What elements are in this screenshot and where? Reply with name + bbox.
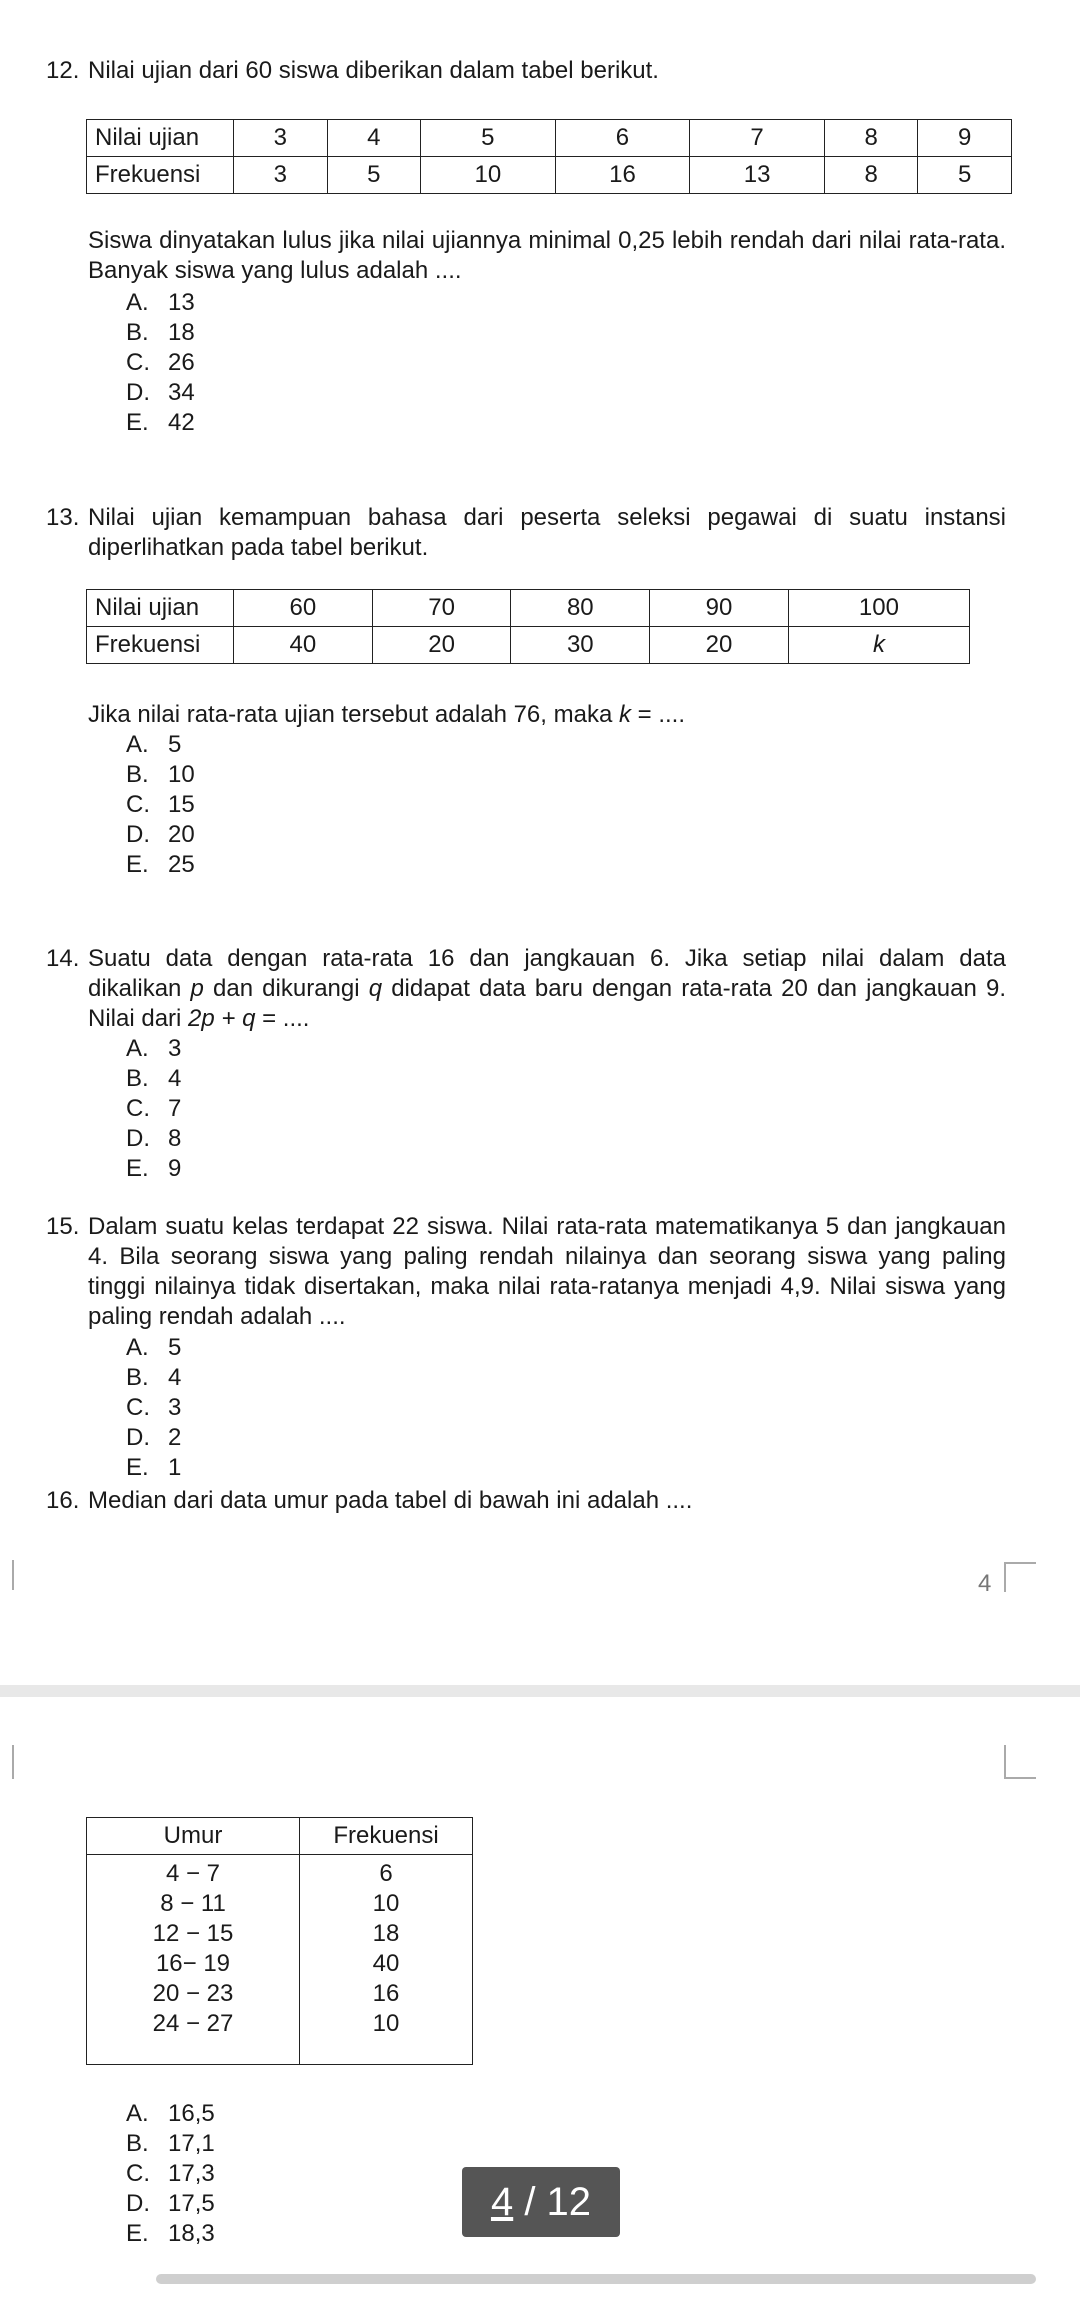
frequency-column	[300, 1855, 473, 2065]
option-d[interactable]	[126, 1124, 181, 1154]
option-text: 1	[168, 1454, 182, 1481]
table-row	[87, 120, 1012, 157]
option-c[interactable]	[126, 2159, 215, 2189]
table-cell: 8	[824, 157, 918, 194]
table-cell: 7	[690, 120, 825, 157]
option-letter: D.	[126, 1424, 150, 1451]
age-frequency-table	[86, 1817, 473, 2065]
option-letter: B.	[126, 2130, 149, 2157]
option-letter: E.	[126, 1454, 149, 1481]
question-12	[46, 56, 1006, 86]
question-text: Nilai ujian dari 60 siswa diberikan dalam tabel berikut.	[88, 57, 659, 84]
option-d[interactable]	[126, 1423, 181, 1453]
variable-p: p	[190, 975, 204, 1002]
table-cell: 6	[555, 120, 690, 157]
frequency-cell: 18	[372, 1920, 400, 1947]
age-cell: 4 − 7	[165, 1860, 221, 1887]
option-e[interactable]	[126, 1453, 181, 1483]
table-cell: 9	[918, 120, 1012, 157]
option-text: 42	[168, 409, 195, 436]
table-cell: 8	[824, 120, 918, 157]
option-e[interactable]	[126, 2219, 215, 2249]
question-12-prompt	[46, 226, 1006, 286]
table-cell: 20	[372, 627, 511, 664]
option-letter: A.	[126, 1334, 149, 1361]
table-cell: 5	[327, 157, 421, 194]
text-segment: Suatu data dengan rata-rata 16 dan jangkauan 6. Jika setiap nilai dalam data dikalikan	[88, 945, 1006, 1002]
option-c[interactable]	[126, 1393, 181, 1423]
option-letter: E.	[126, 851, 149, 878]
question-13-prompt	[46, 700, 1006, 730]
table-cell: 13	[690, 157, 825, 194]
question-13	[46, 503, 1006, 563]
row-label: Frekuensi	[87, 157, 234, 194]
option-c[interactable]	[126, 790, 195, 820]
option-b[interactable]	[126, 2129, 215, 2159]
table-cell: 3	[234, 120, 328, 157]
text-segment: dan dikurangi	[203, 975, 369, 1002]
column-header-age: Umur	[87, 1818, 300, 1855]
option-text: 34	[168, 379, 195, 406]
page-number: 4	[978, 1570, 992, 1597]
question-number: 12.	[46, 57, 80, 84]
frequency-cell: 40	[372, 1950, 400, 1977]
age-cell: 12 − 15	[152, 1920, 234, 1947]
option-b[interactable]	[126, 318, 195, 348]
age-cell: 8 − 11	[160, 1890, 226, 1917]
option-b[interactable]	[126, 760, 195, 790]
option-letter: E.	[126, 2220, 149, 2247]
frequency-cell: 10	[372, 2010, 400, 2037]
table-cell: 60	[234, 590, 373, 627]
options-16	[126, 2099, 215, 2249]
table-cell: 30	[511, 627, 650, 664]
option-text: 9	[168, 1155, 182, 1182]
horizontal-scrollbar[interactable]	[156, 2274, 1036, 2284]
option-text: 2	[168, 1424, 182, 1451]
table-cell: 4	[327, 120, 421, 157]
age-cell: 16− 19	[155, 1950, 231, 1977]
crop-mark	[0, 1560, 14, 1590]
age-column	[87, 1855, 300, 2065]
option-letter: C.	[126, 1095, 150, 1122]
option-d[interactable]	[126, 378, 195, 408]
option-text: 13	[168, 289, 195, 316]
crop-mark	[0, 1745, 14, 1779]
variable-k: k	[618, 701, 631, 728]
options-15	[126, 1333, 181, 1483]
question-14	[46, 944, 1006, 1034]
option-text: 25	[168, 851, 195, 878]
option-text: 17,1	[168, 2130, 215, 2157]
option-text: 5	[168, 1334, 182, 1361]
option-text: 15	[168, 791, 195, 818]
score-frequency-table	[86, 589, 970, 664]
option-text: 3	[168, 1035, 182, 1062]
option-text: 26	[168, 349, 195, 376]
question-text: Siswa dinyatakan lulus jika nilai ujiannya minimal 0,25 lebih rendah dari nilai rata-rata. Banyak siswa yang lulus adalah ....	[88, 227, 1006, 284]
option-a[interactable]	[126, 1333, 181, 1363]
page-indicator[interactable]	[462, 2167, 620, 2237]
question-16	[46, 1486, 1006, 1516]
table-header-row	[87, 1818, 473, 1855]
column-header-frequency: Frekuensi	[300, 1818, 473, 1855]
row-label: Nilai ujian	[87, 120, 234, 157]
options-14	[126, 1034, 181, 1184]
table-body-row	[87, 1855, 473, 2065]
option-letter: E.	[126, 1155, 149, 1182]
expression: 2p + q	[188, 1005, 256, 1032]
table-cell: 3	[234, 157, 328, 194]
question-number: 14.	[46, 945, 80, 972]
option-e[interactable]	[126, 408, 195, 438]
frequency-cell: 6	[379, 1860, 393, 1887]
option-a[interactable]	[126, 2099, 215, 2129]
option-letter: A.	[126, 2100, 149, 2127]
question-number: 16.	[46, 1487, 80, 1514]
option-text: 18	[168, 319, 195, 346]
option-letter: B.	[126, 761, 149, 788]
question-number: 13.	[46, 504, 80, 531]
question-text	[88, 944, 1006, 1034]
row-label: Frekuensi	[87, 627, 234, 664]
option-letter: C.	[126, 349, 150, 376]
option-c[interactable]	[126, 348, 195, 378]
option-d[interactable]	[126, 820, 195, 850]
option-letter: C.	[126, 1394, 150, 1421]
row-label: Nilai ujian	[87, 590, 234, 627]
text-segment: = ....	[255, 1005, 310, 1032]
table-row	[87, 627, 970, 664]
table-cell: 20	[650, 627, 789, 664]
question-15	[46, 1212, 1006, 1332]
question-text: Dalam suatu kelas terdapat 22 siswa. Nilai rata-rata matematikanya 5 dan jangkauan 4. Bila seorang siswa yang paling rendah nilainya dan seorang siswa yang paling tinggi nilainya tidak disertakan, maka nilai rata-ratanya menjadi 4,9. Nilai siswa yang paling rendah adalah ....	[88, 1213, 1006, 1330]
total-pages: 12	[546, 2179, 592, 2224]
option-e[interactable]	[126, 1154, 181, 1184]
crop-mark	[1004, 1562, 1036, 1592]
table-cell: k	[788, 627, 969, 664]
option-text: 10	[168, 761, 195, 788]
table-cell: 5	[421, 120, 556, 157]
question-text	[88, 700, 1006, 730]
prompt-text: Jika nilai rata-rata ujian tersebut adalah 76, maka	[88, 701, 619, 728]
table-cell: 10	[421, 157, 556, 194]
option-letter: A.	[126, 731, 149, 758]
option-letter: B.	[126, 1065, 149, 1092]
option-letter: D.	[126, 379, 150, 406]
option-letter: A.	[126, 289, 149, 316]
options-13	[126, 730, 195, 880]
option-text: 3	[168, 1394, 182, 1421]
option-a[interactable]	[126, 1034, 181, 1064]
option-text: 5	[168, 731, 182, 758]
frequency-cell: 16	[372, 1980, 400, 2007]
text-segment: didapat data baru dengan rata-rata 20 dan jangkauan 9. Nilai dari	[88, 975, 1006, 1032]
table-cell: 80	[511, 590, 650, 627]
option-a[interactable]	[126, 288, 195, 318]
option-text: 7	[168, 1095, 182, 1122]
question-text: Nilai ujian kemampuan bahasa dari peserta seleksi pegawai di suatu instansi diperlihatkan pada tabel berikut.	[88, 504, 1006, 561]
table-cell: 40	[234, 627, 373, 664]
options-12	[126, 288, 195, 438]
table-row	[87, 157, 1012, 194]
option-text: 4	[168, 1364, 182, 1391]
table-cell: 100	[788, 590, 969, 627]
table-cell: 5	[918, 157, 1012, 194]
option-e[interactable]	[126, 850, 195, 880]
option-letter: C.	[126, 2160, 150, 2187]
current-page: 4	[490, 2179, 514, 2224]
option-text: 20	[168, 821, 195, 848]
age-cell: 20 − 23	[152, 1980, 234, 2007]
question-text: Median dari data umur pada tabel di bawah ini adalah ....	[88, 1487, 693, 1514]
table-cell: 70	[372, 590, 511, 627]
option-text: 18,3	[168, 2220, 215, 2247]
option-a[interactable]	[126, 730, 195, 760]
option-letter: B.	[126, 319, 149, 346]
page-separator-text: /	[513, 2179, 547, 2224]
option-letter: D.	[126, 2190, 150, 2217]
option-letter: A.	[126, 1035, 149, 1062]
score-frequency-table	[86, 119, 1012, 194]
option-letter: B.	[126, 1364, 149, 1391]
option-b[interactable]	[126, 1064, 181, 1094]
table-cell: 16	[555, 157, 690, 194]
age-cell: 24 − 27	[152, 2010, 234, 2037]
option-text: 17,3	[168, 2160, 215, 2187]
prompt-suffix: = ....	[630, 701, 685, 728]
option-letter: C.	[126, 791, 150, 818]
table-row	[87, 590, 970, 627]
option-c[interactable]	[126, 1094, 181, 1124]
frequency-cell: 10	[372, 1890, 400, 1917]
option-b[interactable]	[126, 1363, 181, 1393]
option-text: 17,5	[168, 2190, 215, 2217]
option-letter: D.	[126, 821, 150, 848]
page-separator	[0, 1685, 1080, 1697]
crop-mark	[1004, 1745, 1036, 1779]
option-text: 8	[168, 1125, 182, 1152]
option-text: 16,5	[168, 2100, 215, 2127]
option-letter: E.	[126, 409, 149, 436]
question-number: 15.	[46, 1213, 80, 1240]
table-cell: 90	[650, 590, 789, 627]
variable-q: q	[368, 975, 383, 1002]
option-text: 4	[168, 1065, 182, 1092]
option-d[interactable]	[126, 2189, 215, 2219]
option-letter: D.	[126, 1125, 150, 1152]
